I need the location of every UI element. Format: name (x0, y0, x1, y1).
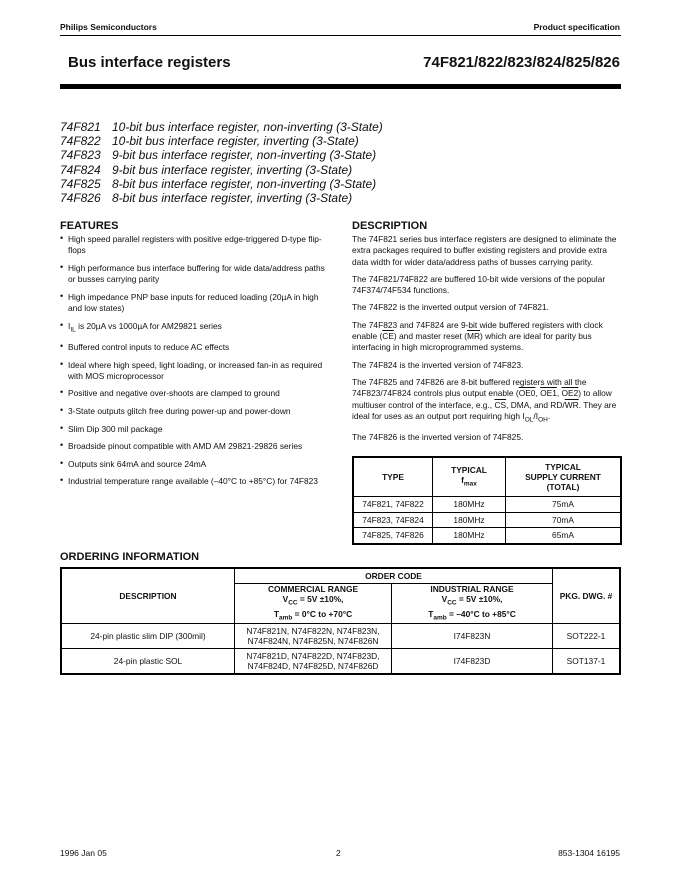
current-cell: 65mA (506, 528, 622, 544)
fmax-cell: 180MHz (433, 528, 506, 544)
document-type: Product specification (533, 22, 620, 32)
type-header: TYPE (353, 457, 433, 497)
order-code-header: ORDER CODE (235, 568, 553, 584)
feature-item: • $I_{IL}$ is 20µA vs 1000µA for AM29821 series (60, 321, 330, 336)
ordering-title: ORDERING INFORMATION (60, 551, 200, 563)
pkg-dwg-cell: SOT222-1 (553, 624, 621, 649)
variant-desc: 10-bit bus interface register, non-inverting (3-State) (112, 120, 383, 134)
feature-item: • High impedance PNP base inputs for reduced loading (20µA in high and low states) (60, 292, 330, 315)
company-name: Philips Semiconductors (60, 22, 157, 32)
variant-desc: 10-bit bus interface register, inverting (3-State) (112, 134, 359, 149)
type-cell: 74F821, 74F822 (353, 497, 433, 513)
description-title: DESCRIPTION (352, 220, 428, 232)
feature-item: • Slim Dip 300 mil package (60, 424, 330, 435)
feature-item: • High performance bus interface buffering for wide data/address paths or busses carrying parity (60, 263, 330, 286)
variant-desc: 9-bit bus interface register, non-inverting (3-State) (112, 148, 377, 163)
pkg-dwg-header: PKG. DWG. # (553, 568, 621, 624)
ordering-table (60, 567, 621, 675)
page-title: Bus interface registers (68, 54, 231, 71)
variant-part: 74F823 (60, 148, 101, 163)
description-paragraph: The 74F821/74F822 are buffered 10-bit wide versions of the popular 74F374/74F534 functions. (352, 273, 606, 296)
variant-part: 74F822 (60, 134, 101, 149)
feature-item: • 3-State outputs glitch free during power-up and power-down (60, 406, 330, 417)
table-header-row (353, 457, 621, 497)
feature-item: • Ideal where high speed, light loading, or increased fan-in as required with MOS microprocessor (60, 360, 330, 383)
industrial-range-header: INDUSTRIAL RANGE $V_{CC} = 5V \pm 10\%$, $T_{amb} = -40^\circ C$ to +85°C (392, 584, 553, 624)
commercial-code-cell: N74F821D, N74F822D, N74F823D, N74F824D, N74F825D, N74F826D (235, 649, 392, 675)
package-description-cell: 24-pin plastic slim DIP (300mil) (61, 624, 235, 649)
features-title: FEATURES (60, 220, 119, 232)
type-cell: 74F823, 74F824 (353, 512, 433, 528)
description-body (352, 234, 622, 449)
table-row (353, 497, 621, 513)
industrial-code-cell: I74F823D (392, 649, 553, 675)
variant-item (60, 163, 383, 177)
variant-part: 74F825 (60, 176, 101, 191)
feature-item: • High speed parallel registers with positive edge-triggered D-type flip-flops (60, 234, 330, 257)
table-row (353, 528, 621, 544)
feature-item: • Industrial temperature range available (–40°C to +85°C) for 74F823 (60, 476, 330, 487)
variant-list (60, 120, 383, 205)
feature-item: • Positive and negative over-shoots are clamped to ground (60, 388, 330, 399)
title-rule (60, 84, 621, 89)
description-paragraph: The 74F826 is the inverted version of 74F825. (352, 431, 524, 442)
features-list (60, 234, 330, 494)
feature-item: • Outputs sink 64mA and source 24mA (60, 459, 330, 470)
variant-item (60, 134, 383, 148)
part-numbers-title: 74F821/822/823/824/825/826 (423, 54, 620, 71)
current-cell: 70mA (506, 512, 622, 528)
footer-date: 1996 Jan 05 (60, 848, 107, 858)
description-paragraph: The 74F825 and 74F826 are 8-bit buffered registers with all the 74F823/74F824 controls plus output enable (OE0, OE1, OE2) to allow multiuser control of the interface, e.g., $\overline{CS}$, DMA, and $RD/\overline{WR}$. They are ideal for uses as an output port requiring high $I_{OL}/I_{OH}$. (352, 376, 617, 424)
variant-part: 74F824 (60, 162, 101, 177)
industrial-code-cell: I74F823N (392, 624, 553, 649)
description-paragraph: The 74F821 series bus interface registers are designed to eliminate the extra packages required to buffer existing registers and provide extra data width for wider data/address paths of busses carrying parity. (352, 234, 617, 267)
table-row (61, 624, 620, 649)
commercial-range-header: COMMERCIAL RANGE $V_{CC} = 5V \pm 10\%$, $T_{amb} = 0^\circ C$ to +70°C (235, 584, 392, 624)
current-cell: 75mA (506, 497, 622, 513)
supply-current-header: TYPICAL SUPPLY CURRENT (TOTAL) (506, 457, 622, 497)
description-header: DESCRIPTION (61, 568, 235, 624)
variant-desc: 8-bit bus interface register, non-inverting (3-State) (112, 176, 377, 191)
variant-part: 74F821 (60, 120, 101, 134)
fmax-header: TYPICAL $f_{max}$ (433, 457, 506, 497)
variant-part: 74F826 (60, 191, 101, 206)
variant-item (60, 148, 383, 162)
variant-item (60, 177, 383, 191)
description-paragraph: The 74F823 and 74F824 are 9-bit wide buffered registers with clock enable $(\overline{CE})$ and master reset $(\overline{MR})$ which are ideal for parity bus interfacing in high microprogrammed systems. (352, 319, 603, 353)
variant-item (60, 191, 383, 205)
table-row (61, 649, 620, 675)
pkg-dwg-cell: SOT137-1 (553, 649, 621, 675)
type-cell: 74F825, 74F826 (353, 528, 433, 544)
feature-item: • Buffered control inputs to reduce AC effects (60, 342, 330, 353)
commercial-code-cell: N74F821N, N74F822N, N74F823N, N74F824N, N74F825N, N74F826N (235, 624, 392, 649)
variant-item (60, 120, 383, 134)
feature-item: • Broadside pinout compatible with AMD AM 29821-29826 series (60, 441, 330, 452)
table-row (353, 512, 621, 528)
fmax-cell: 180MHz (433, 512, 506, 528)
package-description-cell: 24-pin plastic SOL (61, 649, 235, 675)
footer-page-number: 2 (336, 848, 341, 858)
description-paragraph: The 74F822 is the inverted output version of 74F821. (352, 302, 549, 313)
footer-document-code: 853-1304 16195 (558, 848, 620, 858)
variant-desc: 9-bit bus interface register, inverting (3-State) (112, 162, 353, 177)
type-table (352, 456, 622, 545)
table-header-row (61, 568, 620, 584)
variant-desc: 8-bit bus interface register, inverting (3-State) (112, 191, 353, 206)
fmax-cell: 180MHz (433, 497, 506, 513)
description-paragraph: The 74F824 is the inverted version of 74F823. (352, 359, 524, 370)
header-rule (60, 35, 621, 36)
